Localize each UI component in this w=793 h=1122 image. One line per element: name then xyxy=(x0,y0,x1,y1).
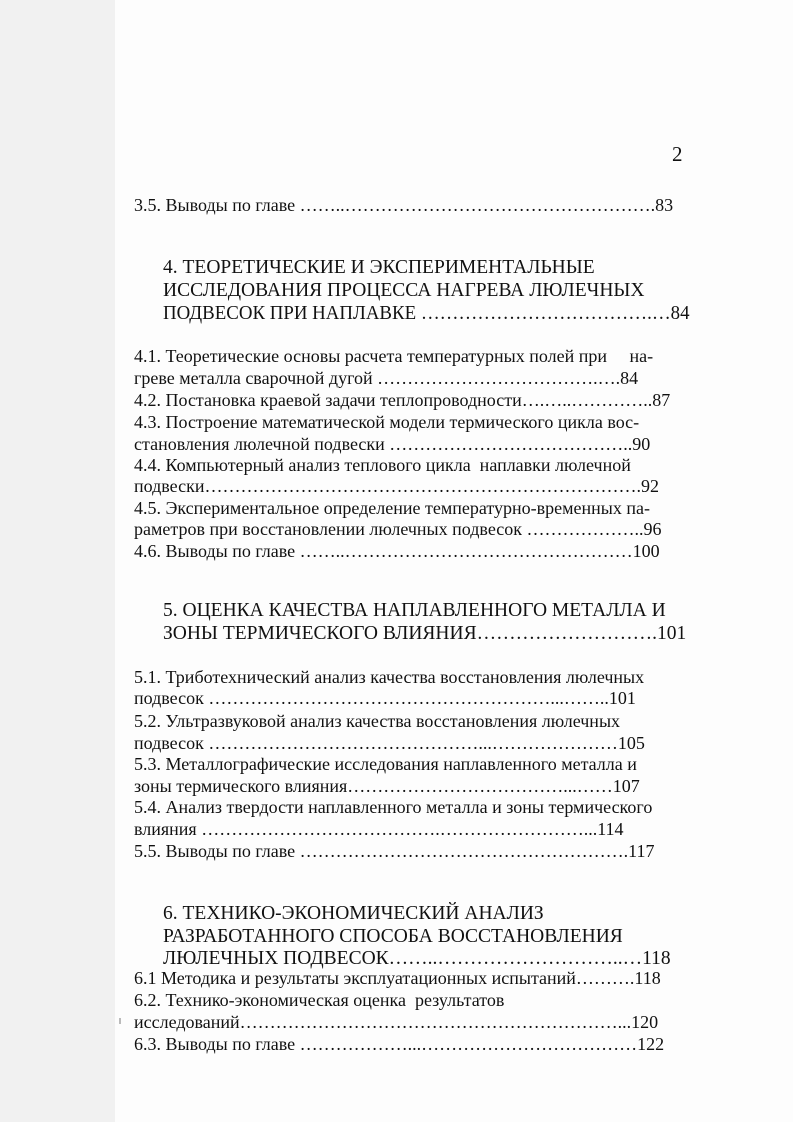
toc-entry: влияния ………………………………….……………………...114 xyxy=(134,819,624,839)
toc-entry: становления люлечной подвески …………………………………..90 xyxy=(134,434,651,454)
toc-entry: 4.5. Экспериментальное определение температурно-временных па- xyxy=(134,498,650,518)
toc-entry: 4.6. Выводы по главе ……..…………………………………………100 xyxy=(134,541,660,561)
toc-entry: подвесок ………………………………………...…………………105 xyxy=(134,733,645,753)
chapter-heading: ЛЮЛЕЧНЫХ ПОДВЕСОК……..………………………..…118 xyxy=(163,948,671,969)
chapter-heading: 5. ОЦЕНКА КАЧЕСТВА НАПЛАВЛЕННОГО МЕТАЛЛА И xyxy=(163,600,666,621)
toc-entry: 4.4. Компьютерный анализ теплового цикла наплавки люлечной xyxy=(134,455,631,475)
toc-entry: 6.3. Выводы по главе ………………...………………………………122 xyxy=(134,1034,665,1054)
toc-entry: 5.3. Металлографические исследования наплавленного металла и xyxy=(134,754,637,774)
toc-entry: 5.2. Ультразвуковой анализ качества восстановления люлечных xyxy=(134,711,621,731)
toc-entry: исследований………………………………………………………...120 xyxy=(134,1012,659,1032)
toc-entry: подвесок …………………………………………………...……..101 xyxy=(134,688,636,708)
toc-entry: 3.5. Выводы по главе ……..…………………………………………….83 xyxy=(134,195,674,215)
toc-entry: 4.2. Постановка краевой задачи теплопроводности….…..…………..87 xyxy=(134,390,671,410)
page-number: 2 xyxy=(672,142,683,166)
toc-entry: 4.3. Построение математической модели термического цикла вос- xyxy=(134,412,640,432)
toc-entry: 4.1. Теоретические основы расчета температурных полей при на- xyxy=(134,346,654,366)
toc-entry: подвески……………………………………………………………….92 xyxy=(134,476,659,496)
toc-entry: 6.1 Методика и результаты эксплуатационных испытаний……….118 xyxy=(134,968,661,988)
chapter-heading: РАЗРАБОТАННОГО СПОСОБА ВОССТАНОВЛЕНИЯ xyxy=(163,926,623,947)
toc-entry: 5.4. Анализ твердости наплавленного металла и зоны термического xyxy=(134,797,653,817)
chapter-heading: ЗОНЫ ТЕРМИЧЕСКОГО ВЛИЯНИЯ……………………….101 xyxy=(163,623,687,644)
chapter-heading: 4. ТЕОРЕТИЧЕСКИЕ И ЭКСПЕРИМЕНТАЛЬНЫЕ xyxy=(163,257,595,278)
chapter-heading: 6. ТЕХНИКО-ЭКОНОМИЧЕСКИЙ АНАЛИЗ xyxy=(163,903,544,924)
chapter-heading: ПОДВЕСОК ПРИ НАПЛАВКЕ ……………………………….…84 xyxy=(163,303,690,324)
scan-speck xyxy=(119,1018,121,1024)
scan-shadow xyxy=(0,0,115,1122)
chapter-heading: ИССЛЕДОВАНИЯ ПРОЦЕССА НАГРЕВА ЛЮЛЕЧНЫХ xyxy=(163,280,645,301)
toc-entry: 5.1. Триботехнический анализ качества восстановления люлечных xyxy=(134,667,645,687)
toc-entry: греве металла сварочной дугой ……………………………….….84 xyxy=(134,368,639,388)
toc-entry: зоны термического влияния………………………………...……107 xyxy=(134,776,640,796)
toc-entry: 6.2. Технико-экономическая оценка результатов xyxy=(134,990,505,1010)
toc-entry: раметров при восстановлении люлечных подвесок ………………..96 xyxy=(134,519,662,539)
toc-entry: 5.5. Выводы по главе ……………………………………………….117 xyxy=(134,841,655,861)
